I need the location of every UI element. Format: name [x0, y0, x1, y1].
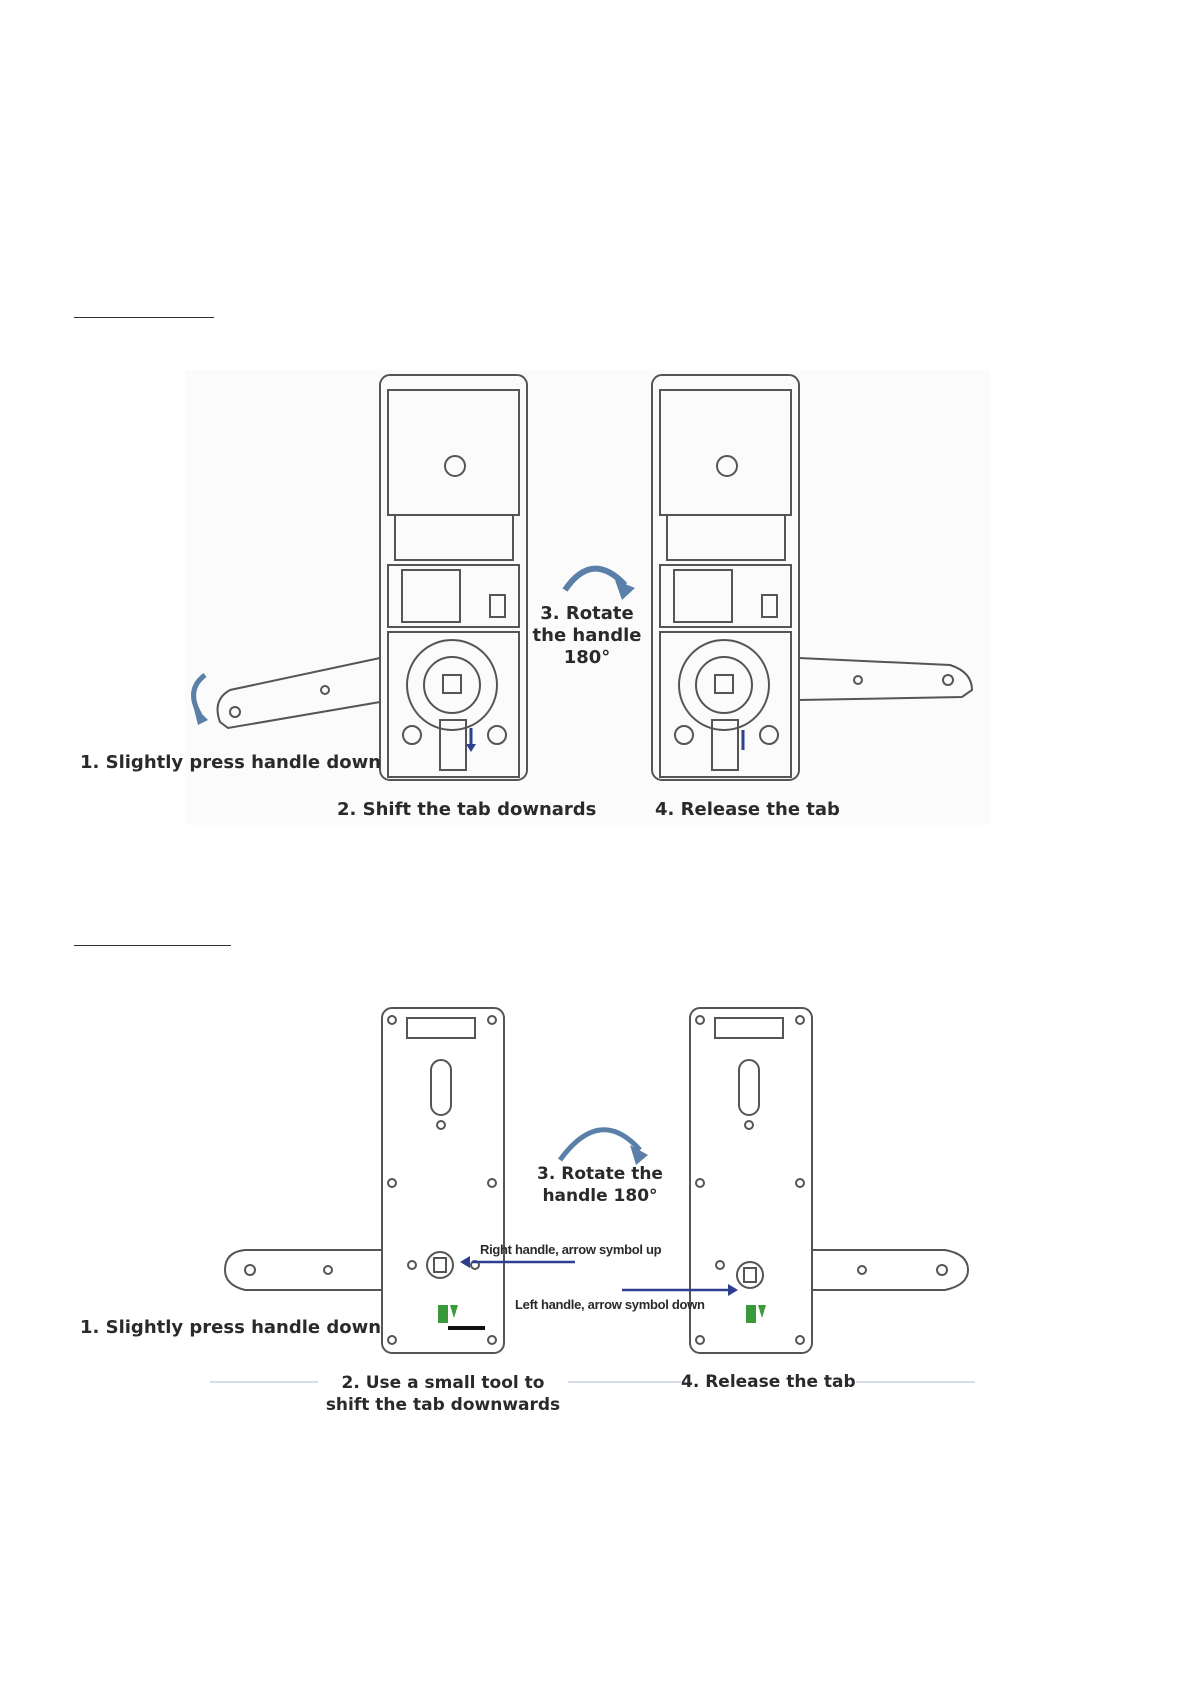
rotate-arrow-icon-2: [560, 1130, 640, 1160]
fig2-step3-label: 3. Rotate the handle 180°: [537, 1164, 663, 1206]
fig1-step3-label: 3. Rotate the handle 180°: [532, 603, 642, 668]
fig2-right-handle-note: Right handle, arrow symbol up: [480, 1242, 662, 1257]
fig2-step2-label: 2. Use a small tool to shift the tab downwards: [318, 1372, 568, 1416]
fig1-step4-label: 4. Release the tab: [655, 799, 840, 820]
fig2-left-handle-note: Left handle, arrow symbol down: [515, 1297, 705, 1312]
fig1-step2-label: 2. Shift the tab downards: [337, 799, 597, 820]
fig1-step1-label: 1. Slightly press handle down: [80, 752, 382, 773]
fig2-step4-label: 4. Release the tab: [681, 1372, 856, 1392]
fig2-step1-label: 1. Slightly press handle down: [80, 1317, 382, 1338]
